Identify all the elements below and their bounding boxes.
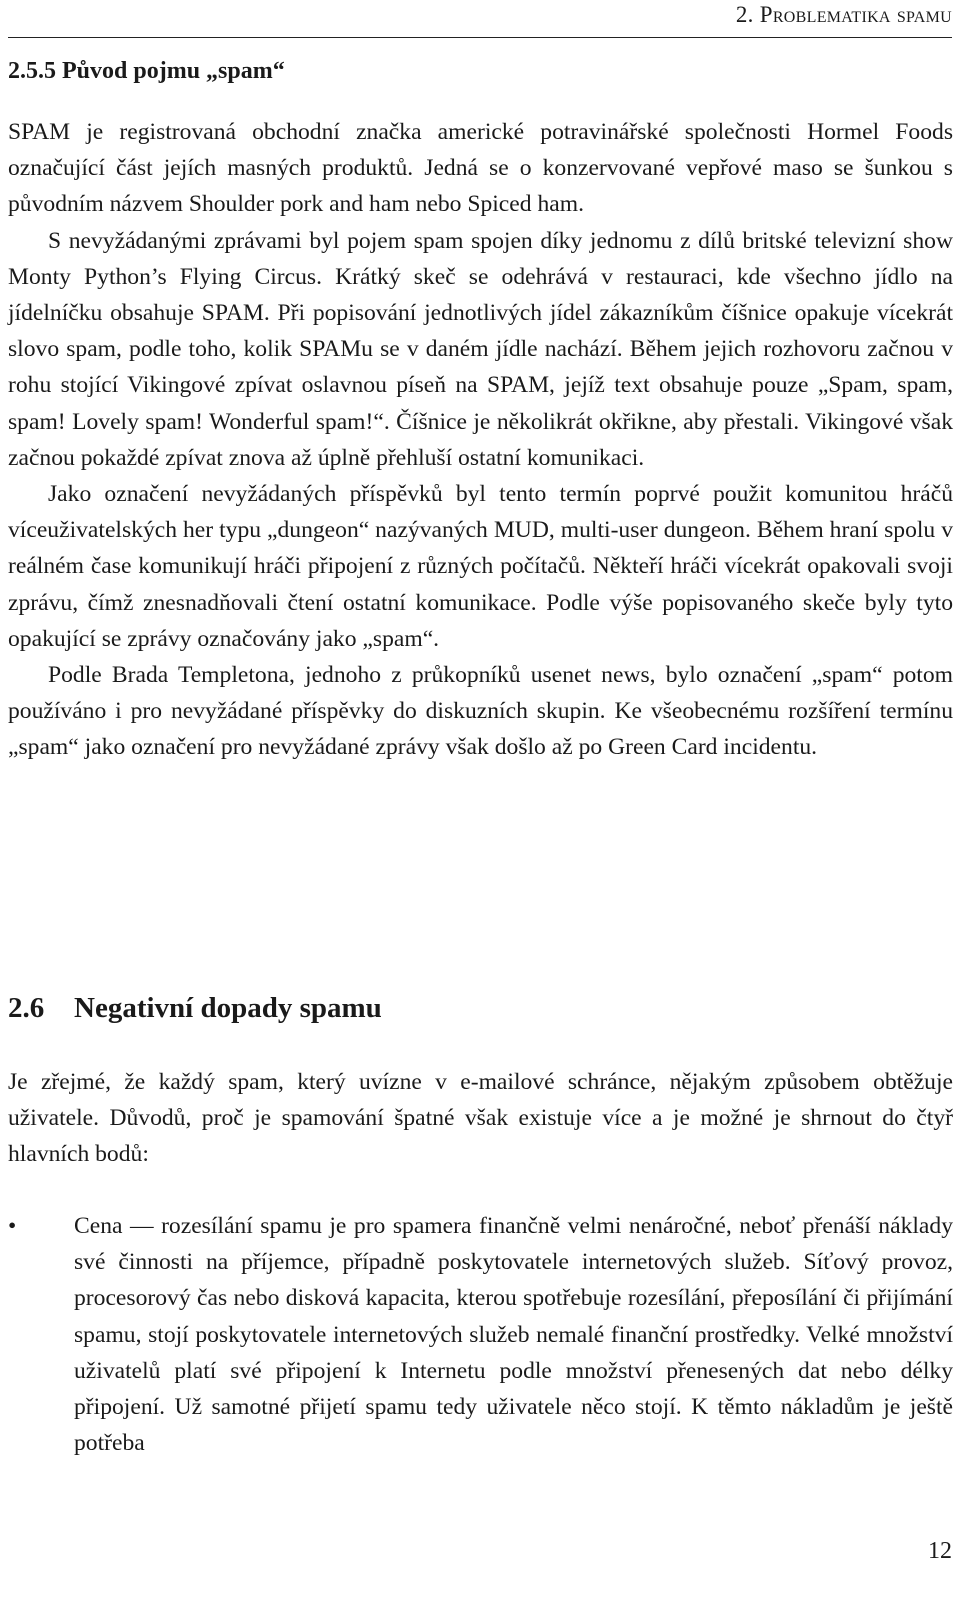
- paragraph-3: Jako označení nevyžádaných příspěvků byl tento termín poprvé použit komunitou hráčů víceuživatelských her typu „dungeon“ nazývaných MUD, multi-user dungeon. Během hraní spolu v reálném čase komunikují hráči připojení z různých počítačů. Někteří hráči vícekrát opakovali svoji zprávu, čímž znesnadňovali čtení ostatní komunikace. Podle výše popisovaného skeče byly tyto opakující se zprávy označovány jako „spam“.: [8, 481, 953, 652]
- paragraph-4: Podle Brada Templetona, jednoho z průkopníků usenet news, bylo označení „spam“ potom používáno i pro nevyžádané příspěvky do diskuzních skupin. Ke všeobecnému rozšíření termínu „spam“ jako označení pro nevyžádané zprávy však došlo až po Green Card incidentu.: [8, 662, 953, 761]
- paragraph-2: S nevyžádanými zprávami byl pojem spam spojen díky jednomu z dílů britské televizní show Monty Python’s Flying Circus. Krátký skeč se odehrává v restauraci, kde všechno jídlo na jídelníčku obsahuje SPAM. Při popisování jednotlivých jídel zákazníkům číšnice opakuje vícekrát slovo spam, podle toho, kolik SPAMu se v daném jídle nachází. Během jejich rozhovoru začnou v rohu stojící Vikingové zpívat oslavnou píseň na SPAM, jejíž text obsahuje pouze „Spam, spam, spam! Lovely spam! Wonderful spam!“. Číšnice je několikrát okřikne, aby přestali. Vikingové však začnou pokaždé zpívat znova až úplně přehluší ostatní komunikaci.: [8, 227, 953, 471]
- bullet-marker: •: [8, 1213, 17, 1239]
- subsection-heading: 2.5.5 Původ pojmu „spam“: [8, 58, 285, 84]
- subsection-body: [8, 114, 953, 766]
- section-heading: [8, 992, 382, 1025]
- bullet-text: Cena — rozesílání spamu je pro spamera finančně velmi nenáročné, neboť přenáší náklady své činnosti na příjemce, případně poskytovatele internetových služeb. Síťový provoz, procesorový čas nebo disková kapacita, kterou spotřebuje rozesílání, přeposílání či přijímání spamu, stojí poskytovatele internetových služeb nemalé finanční prostředky. Velké množství uživatelů platí své připojení k Internetu podle množství přenesených dat nebo délky připojení. Už samotné přijetí spamu tedy uživatele něco stojí. K těmto nákladům je ještě potřeba: [74, 1213, 953, 1457]
- paragraph-1: SPAM je registrovaná obchodní značka americké potravinářské společnosti Hormel Foods označující část jejích masných produktů. Jedná se o konzervované vepřové maso se šunkou s původním názvem Shoulder pork and ham nebo Spiced ham.: [8, 119, 953, 218]
- intro-paragraph: Je zřejmé, že každý spam, který uvízne v e-mailové schránce, nějakým způsobem obtěžuje uživatele. Důvodů, proč je spamování špatné však existuje více a je možné je shrnout do čtyř hlavních bodů:: [8, 1069, 953, 1168]
- section-title: Negativní dopady spamu: [74, 992, 382, 1024]
- page-number: 12: [928, 1538, 952, 1564]
- bullet-list: [8, 1208, 953, 1461]
- running-head: 2. Problematika spamu: [735, 2, 952, 27]
- section-number: 2.6: [8, 992, 45, 1024]
- header-rule: [8, 37, 952, 38]
- list-item: [8, 1208, 953, 1461]
- section-intro: [8, 1064, 953, 1173]
